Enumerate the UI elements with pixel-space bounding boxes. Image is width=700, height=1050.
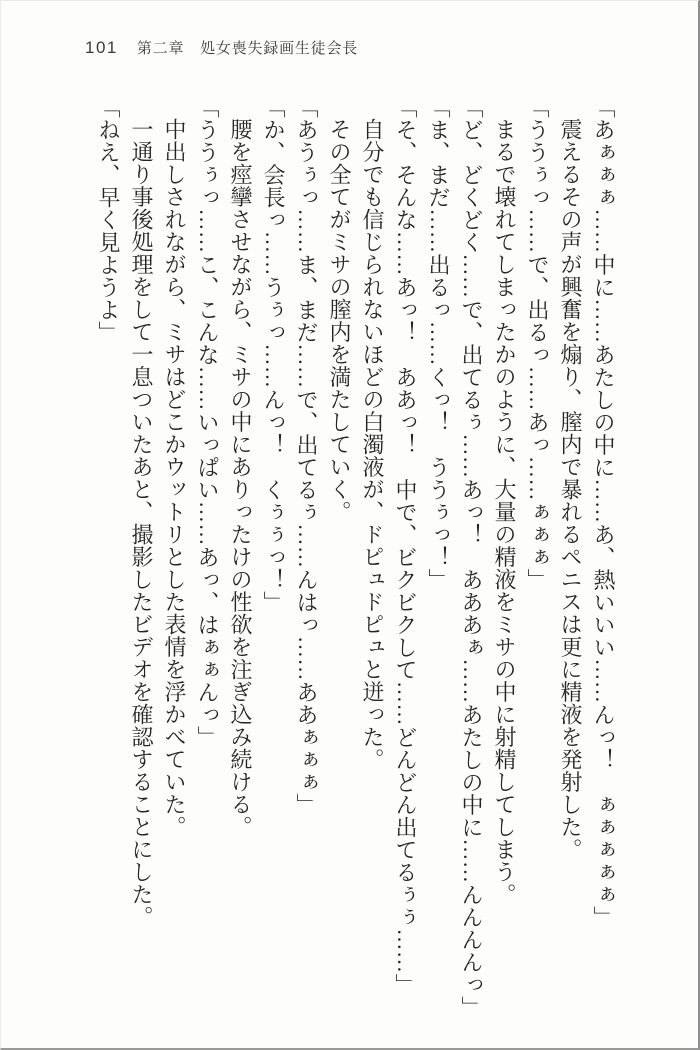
paragraph-narration: まるで壊れてしまったかのように、大量の精液をミサの中に射精してしまう。 [492, 118, 517, 906]
paragraph-dialogue: 「ううぅっ……こ、こんな……いっぱい……あっ、はぁぁんっ」 [195, 96, 220, 749]
running-header [85, 37, 358, 58]
paragraph-dialogue: 「あうぅっ……ま、まだ……で、出てるぅ……んはっ……ああぁぁぁ」 [294, 96, 319, 816]
paragraph-dialogue: 「か、会長っ……うぅっ……んっ！ くぅぅっ！」 [261, 96, 286, 614]
page-number: 101 [85, 38, 118, 57]
paragraph-dialogue: 「ど、どくどく……で、出てるぅ……あっ！ あああぁ……あたしの中に……んんんんっ」 [459, 96, 484, 1019]
paragraph-dialogue: 「ううぅっ……で、出るっ……あっ……ぁぁぁ」 [525, 96, 550, 591]
paragraph-dialogue: 「ま、まだ……出るっ……くっ！ ううぅっ！」 [426, 96, 451, 591]
text-body [92, 96, 620, 1048]
paragraph-dialogue: 「そ、そんな……あっ！ ああっ！ 中で、ビクビクして……どんどん出てるぅぅ……」 [393, 96, 418, 996]
paragraph-narration: 震えるその声が興奮を煽り、膣内で暴れるペニスは更に精液を発射した。 [558, 118, 583, 861]
paragraph-narration: 一通り事後処理をして一息ついたあと、撮影したビデオを確認することにした。 [129, 118, 154, 928]
paragraph-narration: 中出しされながら、ミサはどこかウットリとした表情を浮かべていた。 [162, 118, 187, 838]
paragraph-narration: 腰を痙攣させながら、ミサの中にありったけの性欲を注ぎ込み続ける。 [228, 118, 253, 838]
paragraph-narration: その全てがミサの膣内を満たしていく。 [327, 118, 352, 523]
paragraph-dialogue: 「ねえ、早く見ようよ」 [96, 96, 121, 344]
chapter-title: 第二章 処女喪失録画生徒会長 [136, 40, 359, 57]
paragraph-dialogue: 「あぁぁぁ……中に……あたしの中に……あ、熱いいい……んっ！ ぁぁぁぁぁ」 [591, 96, 616, 929]
paragraph-narration: 自分でも信じられないほどの白濁液が、ドピュドピュと迸った。 [360, 118, 385, 771]
